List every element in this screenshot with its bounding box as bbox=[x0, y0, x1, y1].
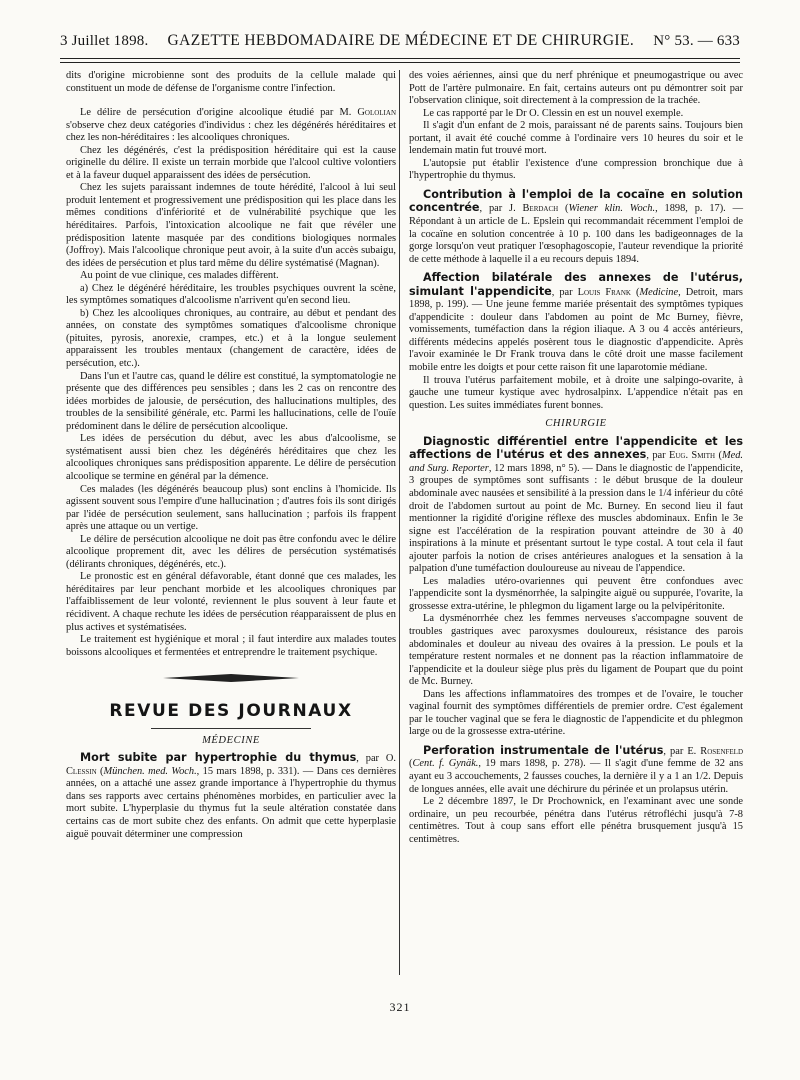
article-title: Affection bilatérale des annexes de l'utérus, simulant l'appendicite bbox=[409, 271, 743, 298]
article-paragraph: Perforation instrumentale de l'utérus, par E. Rosenfeld (Cent. f. Gynäk., 19 mars 1898, p. 278). — Il s'agit d'une femme de 32 ans ayant eu 3 accouchements, 2 fausses couches, la dernière il y a 1 an 1/2. Depuis de longues années, elle avait une déchirure du périnée et un prolapsus utérin. bbox=[409, 743, 744, 795]
author-name: Berdach bbox=[522, 203, 559, 215]
article-title: Mort subite par hypertrophie du thymus bbox=[80, 751, 357, 765]
author-name: Rosenfeld bbox=[700, 745, 744, 757]
subsection-heading: CHIRURGIE bbox=[545, 418, 607, 430]
paragraph: Le cas rapporté par le Dr O. Clessin en est un nouvel exemple. bbox=[423, 107, 684, 119]
header-date: 3 Juillet 1898. bbox=[60, 33, 149, 49]
journal-title: GAZETTE HEBDOMADAIRE DE MÉDECINE ET DE CHIRURGIE. bbox=[167, 32, 635, 49]
paragraph: Il s'agit d'un enfant de 2 mois, paraissant né de parents sains. Toujours bien portant, il avait été couché comme à l'ordinaire vers 10 heures du soir et le lendemain matin fut trouvé mort. bbox=[409, 120, 743, 157]
column-rule bbox=[399, 70, 400, 975]
journal-name: Med. and Surg. Reporter bbox=[409, 450, 743, 474]
page-number: 321 bbox=[389, 1000, 411, 1014]
author-name: Eug. Smith bbox=[668, 450, 716, 462]
running-header bbox=[60, 32, 740, 54]
author-name: Louis Frank bbox=[577, 286, 631, 298]
paragraph: a) Chez le dégénéré héréditaire, les troubles psychiques ouvrent la scène, les symptômes somatiques d'alcoolisme n'arrivent qu'en second lieu. bbox=[66, 282, 396, 307]
paragraph: Ces malades (les dégénérés beaucoup plus) sont enclins à l'homicide. Ils agissent souvent sous l'empire d'une hallucination ; d'autres fois ils sont dirigés par l'idée de persécution seulement, sans hallucination ; parfois ils frappent après une attaque ou un vertige. bbox=[66, 483, 396, 533]
paragraph: des voies aériennes, ainsi que du nerf phrénique et pneumogastrique ou avec Pott de l'artère pulmonaire. En fait, certains auteurs ont pu démontrer soit par l'observation clinique, soit directement à la compression de la trachée. bbox=[409, 70, 743, 107]
paragraph: b) Chez les alcooliques chroniques, au contraire, au début et pendant des années, on constate des symptômes somatiques d'alcoolisme chronique (pituites, pyrosis, anorexie, crampes, etc.) et à la longue seulement apparaissent les troubles mentaux (changement de caractère, idées de persécution, etc.). bbox=[66, 307, 396, 370]
author-name: Clessin bbox=[66, 765, 97, 777]
paragraph: Le délire de persécution alcoolique ne doit pas être confondu avec le délire alcoolique proprement dit, avec les délires de persécution systématisés (délirants chroniques, dégénérés, etc.). bbox=[66, 533, 396, 570]
paragraph: Les maladies utéro-ovariennes qui peuvent être confondues avec l'appendicite sont la dysménorrhée, la salpingite aiguë ou suppurée, l'ovarite, la grossesse extra-utérine, le phlegmon du ligament large ou la pelvipéritonite. bbox=[409, 575, 743, 612]
section-rule bbox=[151, 728, 311, 729]
paragraph: Chez les dégénérés, c'est la prédisposition héréditaire qui est la cause originelle du délire. Il existe un terrain morbide que l'alcool cultive volontiers et à la faveur duquel apparaissent des idées de persécution. bbox=[66, 144, 396, 181]
paragraph: Dans les affections inflammatoires des trompes et de l'ovaire, le toucher vaginal fournit des symptômes différentiels de premier ordre. C'est également par le toucher vaginal que se fera le diagnostic de l'appendicite et du phlegmon large ou de la grossesse extra-utérine. bbox=[409, 688, 743, 738]
paragraph: Il trouva l'utérus parfaitement mobile, et à droite une salpingo-ovarite, à gauche une tumeur kystique avec hydrosalpinx. L'appendice n'était pas en question. Les suites immédiates furent bonnes. bbox=[409, 374, 743, 411]
header-rule-thin bbox=[60, 62, 740, 63]
paragraph: Le 2 décembre 1897, le Dr Prochownick, en l'examinant avec une sonde ordinaire, un peu recourbée, pénétra dans l'utérus rétrofléchi jusqu'à 7-8 centimètres. Tout à coup sans effort elle pénétra brusquement jusqu'à 15 centimètres. bbox=[409, 796, 743, 845]
journal-name: Cent. f. Gynäk. bbox=[412, 758, 479, 770]
left-column bbox=[66, 70, 396, 841]
journal-name: Wiener klin. Woch. bbox=[568, 203, 656, 215]
article-paragraph: Mort subite par hypertrophie du thymus, par O. Clessin (München. med. Woch., 15 mars 1898, p. 331). — Dans ces dernières années, on a attaché une assez grande importance à l'hypertrophie du thymus dans ses rapports avec certains phénomènes morbides, en particulier avec la mort subite. L'hyperplasie du thymus fut la seule altération constatée dans certains cas de mort subite chez des enfants. On admit que cette hyperplasie aiguë pouvait déterminer une compression bbox=[66, 751, 397, 840]
author-name: Gololian bbox=[357, 107, 396, 119]
paragraph: Le délire de persécution d'origine alcoolique étudié par M. Gololian s'observe chez deux catégories d'individus : chez les dégénérés héréditaires et chez les non-héréditaires : les alcooliques chroniques. bbox=[66, 107, 396, 144]
journal-name: Medicine bbox=[639, 286, 679, 298]
paragraph: Chez les sujets paraissant indemnes de toute hérédité, l'alcool à lui seul produit lentement et progressivement une prédisposition qui les place dans les mêmes conditions d'infériorité et de vulnérabilité psychique que les héréditaires. Parfois, l'intoxication alcoolique ne fait que révéler une prédisposition latente masquée par des conditions biologiques normales (Joffroy). Mais l'alcoolique chronique peut avoir, à la suite d'un accès subaigu, des idées de persécution et plus tard même du délire systématisé (Magnan). bbox=[66, 182, 396, 269]
right-column bbox=[409, 70, 743, 846]
header-rule bbox=[60, 58, 740, 59]
paragraph: Dans l'un et l'autre cas, quand le délire est constitué, la symptomatologie ne présente que des différences peu sensibles ; dans les 2 cas on rencontre des idées morbides de jalousie, de persécution, des hallucinations multiples, des troubles de la sensibilité générale, etc. Parmi les hallucinations, celle de l'ouïe prédominent dans le délire de persécution alcoolique. bbox=[66, 370, 396, 432]
subsection-heading: MÉDECINE bbox=[202, 734, 260, 746]
article-title: Perforation instrumentale de l'utérus bbox=[423, 743, 664, 757]
paragraph: Les idées de persécution du début, avec les abus d'alcoolisme, se systématisent aussi bien chez les dégénérés héréditaires que chez les alcooliques chroniques sans prédisposition apparente. Le délire de persécution alcoolique se termine en général par la démence. bbox=[66, 433, 396, 482]
paragraph: Le pronostic est en général défavorable, étant donné que ces malades, les héréditaires par leur penchant morbide et les alcooliques chroniques par l'affaiblissement de leur volonté, reviennent le plus souvent à leur faute et récidivent. A chaque rechute les idées de persécution réapparaissent de plus en plus actives et systématisées. bbox=[66, 571, 396, 633]
journal-name: München. med. Woch. bbox=[103, 765, 197, 777]
article-title: Contribution à l'emploi de la cocaïne en solution concentrée bbox=[409, 187, 743, 215]
paragraph: La dysménorrhée chez les femmes nerveuses s'accompagne souvent de troubles gastriques avec paroxysmes douloureux, résistance des parois abdominales et douleur au niveau des ovaires à la pression. Le pouls et la température restent normales et ne donnent pas la réaction inflammatoire de l'appendicite et la douleur siège plus près du ligament de Poupart que du point de Mc. Burney. bbox=[409, 613, 743, 688]
issue-number: N° 53. — 633 bbox=[653, 33, 740, 49]
paragraph: L'autopsie put établir l'existence d'une compression bronchique due à l'hypertrophie du thymus. bbox=[409, 157, 743, 182]
article-paragraph: Contribution à l'emploi de la cocaïne en solution concentrée, par J. Berdach (Wiener klin. Woch., 1898, p. 17). — Répondant à un article de L. Epslein qui recommandait récemment l'emploi de la cocaïne en solution concentrée à 10 p. 100 dans les badigeonnages de la gorge lorsqu'on veut pratiquer l'œsophagoscopie, l'auteur revendique la priorité de cette méthode à laquelle il a eu recours depuis 1894. bbox=[409, 187, 743, 265]
article-paragraph: Affection bilatérale des annexes de l'utérus, simulant l'appendicite, par Louis Frank (Medicine, Detroit, mars 1898, p. 199). — Une jeune femme mariée présentait des symptômes typiques d'appendicite : douleur dans l'abdomen au point de Mc Burney, fièvre, vomissements, tuméfaction dans la région iliaque. A 3 ou 4 accès antérieurs, différents médecins appelés posèrent tous le diagnostic d'appendicite. Après l'avoir examinée le Dr Frank trouva dans le côté droit une masse facilement mobile entre les doigts et pour cette raison fit une laparotomie médiane. bbox=[409, 271, 743, 374]
article-title: Diagnostic différentiel entre l'appendicite et les affections de l'utérus et des annexes bbox=[409, 434, 743, 462]
section-heading: REVUE DES JOURNAUX bbox=[109, 701, 353, 722]
paragraph: Au point de vue clinique, ces malades diffèrent. bbox=[80, 270, 279, 282]
paragraph: dits d'origine microbienne sont des produits de la cellule malade qui constituent un mode de défense de l'organisme contre l'infection. bbox=[66, 70, 396, 94]
paragraph: Le traitement est hygiénique et moral ; il faut interdire aux malades toutes boissons alcooliques et fermentées et entreprendre le traitement psychique. bbox=[66, 634, 396, 658]
article-paragraph: Diagnostic différentiel entre l'appendicite et les affections de l'utérus et des annexes, par Eug. Smith (Med. and Surg. Reporter, 12 mars 1898, n° 5). — Dans le diagnostic de l'appendicite, 3 groupes de symptômes sont suffisants : le début brusque de la douleur abdominale avec nausées et sensibilité à la pression dans le 1/4 inférieur du côté droit de l'abdomen surtout au point de Mc. Burney. En second lieu il faut mentionner la rigidité d'origine réflexe des muscles abdominaux. Enfin le 3e signe est l'accélération de la respiration pouvant atteindre de 30 à 40 inspirations à la minute et présentant surtout le type costal. A tout cela il faut ajouter parfois la notion de crises antérieures analogues et la sensation à la palpation d'une tuméfaction douloureuse au niveau de l'appendice. bbox=[409, 434, 744, 575]
ornament-divider bbox=[161, 673, 301, 683]
